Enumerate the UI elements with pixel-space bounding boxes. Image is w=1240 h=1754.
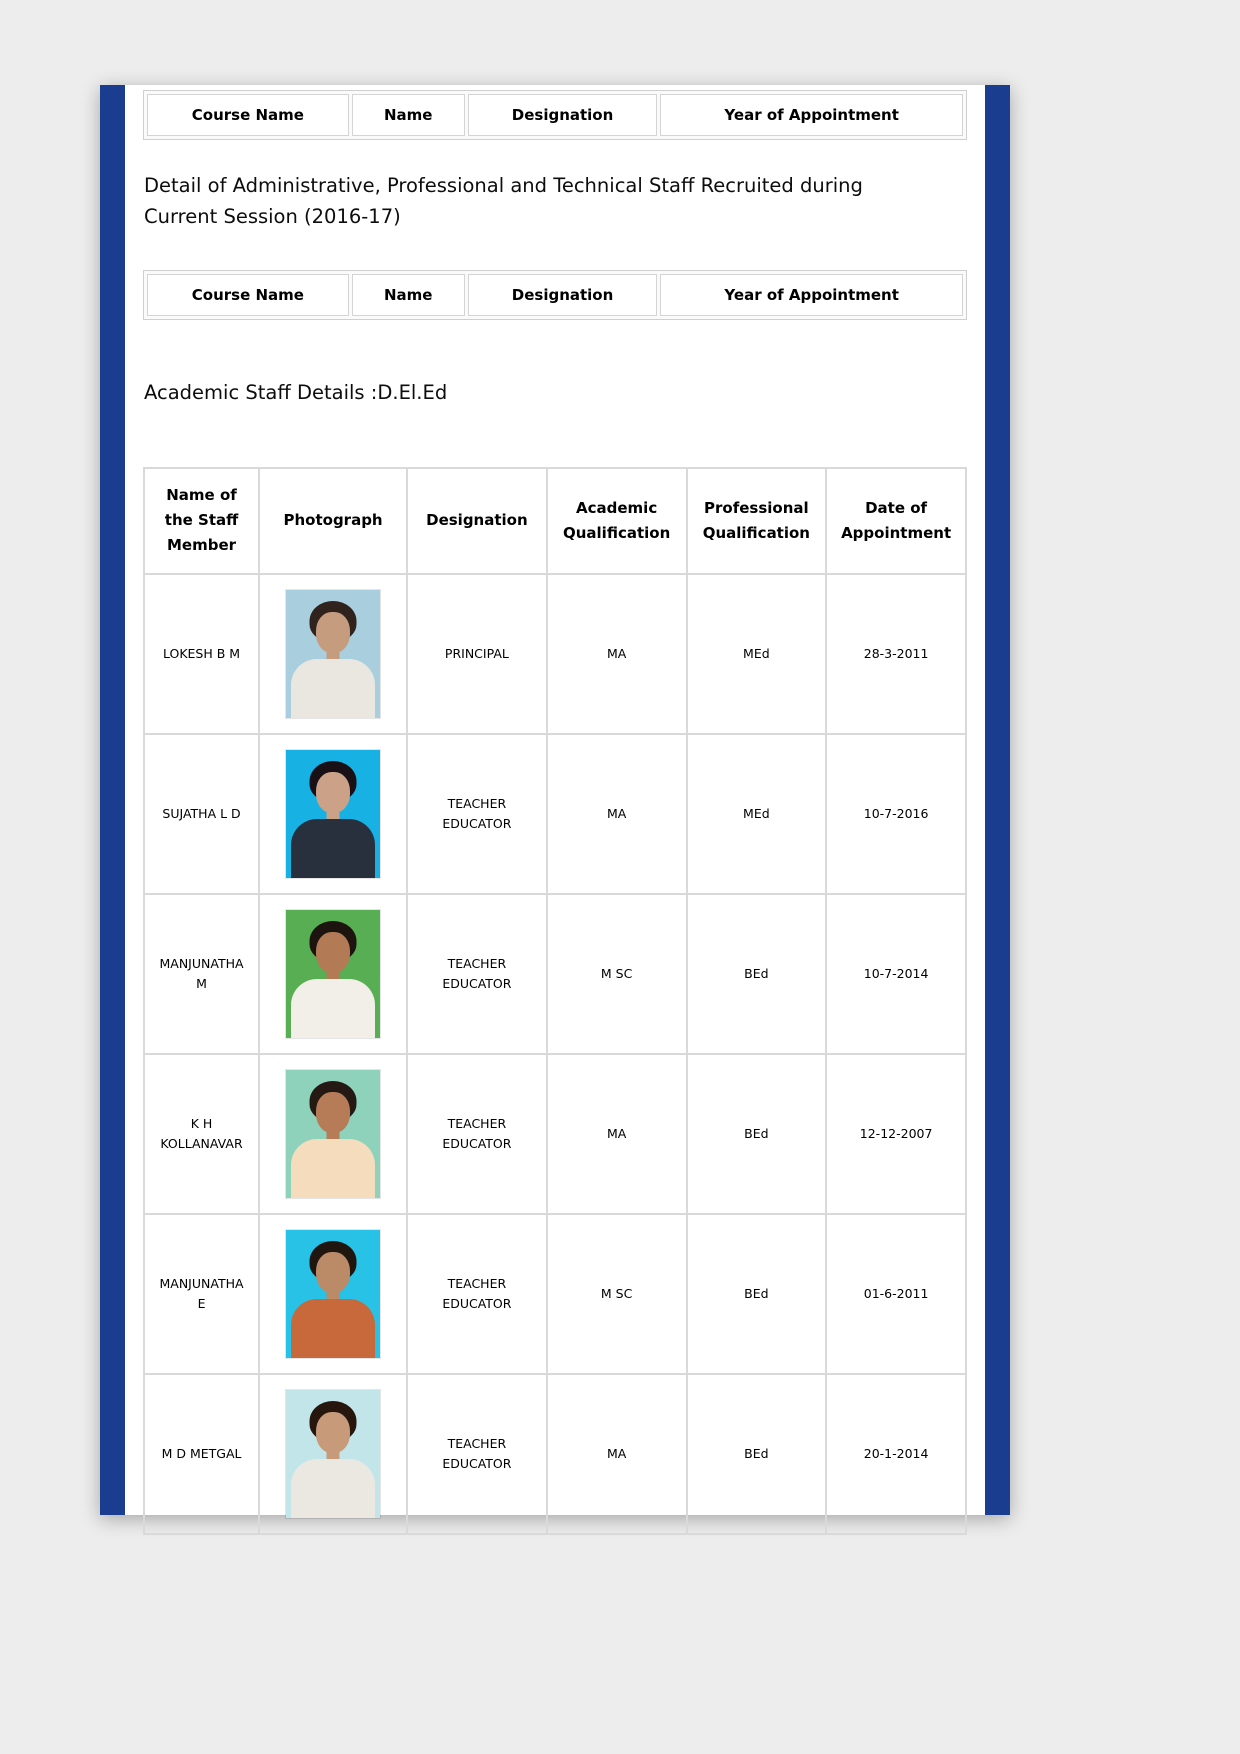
staff-name-cell: K H KOLLANAVAR	[144, 1054, 259, 1214]
photo-torso	[291, 979, 375, 1038]
course-table-top	[143, 90, 967, 140]
date-of-appointment-cell: 10-7-2014	[826, 894, 966, 1054]
header-cell-date-of-appointment: Date of Appointment	[826, 468, 966, 574]
designation-cell: TEACHER EDUCATOR	[407, 1374, 547, 1534]
photo-torso	[291, 1139, 375, 1198]
header-cell-year-of-appointment: Year of Appointment	[660, 94, 963, 136]
header-cell-name: Name	[352, 274, 465, 316]
table-header-row	[144, 468, 966, 574]
header-cell-staff-name: Name of the Staff Member	[144, 468, 259, 574]
academic-qualification-cell: MA	[547, 1374, 687, 1534]
photo-cell	[259, 1374, 407, 1534]
staff-photo	[286, 590, 380, 718]
header-cell-designation: Designation	[468, 274, 658, 316]
right-accent-bar	[985, 85, 1010, 1515]
date-of-appointment-cell: 12-12-2007	[826, 1054, 966, 1214]
photo-cell	[259, 894, 407, 1054]
staff-name-cell: MANJUNATHA M	[144, 894, 259, 1054]
document-sheet	[100, 85, 1010, 1515]
photo-torso	[291, 1459, 375, 1518]
designation-cell: TEACHER EDUCATOR	[407, 734, 547, 894]
photo-face	[316, 1252, 350, 1293]
academic-qualification-cell: MA	[547, 574, 687, 734]
photo-cell	[259, 1214, 407, 1374]
header-cell-course-name: Course Name	[147, 274, 349, 316]
photo-cell	[259, 574, 407, 734]
header-cell-course-name: Course Name	[147, 94, 349, 136]
admin-staff-heading: Detail of Administrative, Professional and Technical Staff Recruited during Current Session (2016-17)	[144, 174, 863, 229]
professional-qualification-cell: BEd	[687, 894, 827, 1054]
photo-cell	[259, 734, 407, 894]
photo-torso	[291, 659, 375, 718]
designation-cell: TEACHER EDUCATOR	[407, 894, 547, 1054]
table-row	[144, 574, 966, 734]
staff-name-cell: M D METGAL	[144, 1374, 259, 1534]
professional-qualification-cell: MEd	[687, 734, 827, 894]
professional-qualification-cell: BEd	[687, 1374, 827, 1534]
photo-torso	[291, 1299, 375, 1358]
photo-face	[316, 612, 350, 653]
header-cell-professional-qualification: Professional Qualification	[687, 468, 827, 574]
date-of-appointment-cell: 20-1-2014	[826, 1374, 966, 1534]
table-row	[144, 1374, 966, 1534]
photo-cell	[259, 1054, 407, 1214]
professional-qualification-cell: BEd	[687, 1214, 827, 1374]
staff-photo	[286, 750, 380, 878]
photo-face	[316, 932, 350, 973]
photo-torso	[291, 819, 375, 878]
academic-qualification-cell: MA	[547, 734, 687, 894]
header-cell-year-of-appointment: Year of Appointment	[660, 274, 963, 316]
date-of-appointment-cell: 28-3-2011	[826, 574, 966, 734]
photo-face	[316, 772, 350, 813]
table-header-row	[147, 94, 963, 136]
table-row	[144, 1054, 966, 1214]
professional-qualification-cell: BEd	[687, 1054, 827, 1214]
staff-photo	[286, 1230, 380, 1358]
staff-name-cell: MANJUNATHA E	[144, 1214, 259, 1374]
professional-qualification-cell: MEd	[687, 574, 827, 734]
photo-face	[316, 1092, 350, 1133]
staff-photo	[286, 1070, 380, 1198]
date-of-appointment-cell: 01-6-2011	[826, 1214, 966, 1374]
academic-qualification-cell: MA	[547, 1054, 687, 1214]
designation-cell: PRINCIPAL	[407, 574, 547, 734]
header-cell-designation: Designation	[468, 94, 658, 136]
staff-details-table	[143, 467, 967, 1535]
date-of-appointment-cell: 10-7-2016	[826, 734, 966, 894]
photo-face	[316, 1412, 350, 1453]
header-cell-designation: Designation	[407, 468, 547, 574]
designation-cell: TEACHER EDUCATOR	[407, 1214, 547, 1374]
table-row	[144, 894, 966, 1054]
designation-cell: TEACHER EDUCATOR	[407, 1054, 547, 1214]
table-row	[144, 1214, 966, 1374]
academic-qualification-cell: M SC	[547, 1214, 687, 1374]
academic-qualification-cell: M SC	[547, 894, 687, 1054]
left-accent-bar	[100, 85, 125, 1515]
course-table-second	[143, 270, 967, 320]
staff-photo	[286, 1390, 380, 1518]
table-row	[144, 734, 966, 894]
academic-staff-heading: Academic Staff Details :D.El.Ed	[144, 381, 448, 405]
table-header-row	[147, 274, 963, 316]
staff-photo	[286, 910, 380, 1038]
staff-name-cell: SUJATHA L D	[144, 734, 259, 894]
header-cell-photograph: Photograph	[259, 468, 407, 574]
header-cell-academic-qualification: Academic Qualification	[547, 468, 687, 574]
header-cell-name: Name	[352, 94, 465, 136]
staff-name-cell: LOKESH B M	[144, 574, 259, 734]
